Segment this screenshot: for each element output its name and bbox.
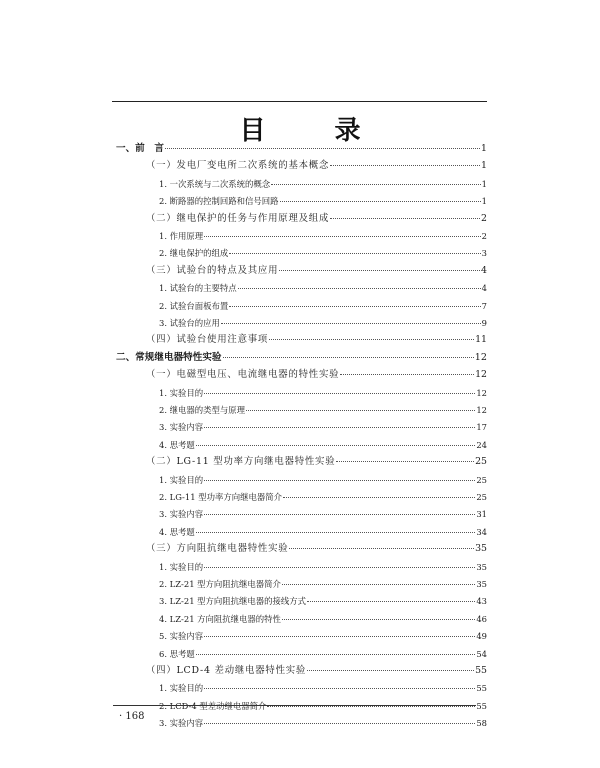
toc-entry[interactable] <box>146 160 487 172</box>
toc-entry[interactable] <box>146 369 487 381</box>
toc-entry-label: 二、常规继电器特性实验 <box>116 351 222 363</box>
toc-entry-page: 17 <box>476 422 487 433</box>
toc-entry-label: 1. 一次系统与二次系统的概念 <box>159 178 271 189</box>
toc-entry-label: （三）试验台的特点及其应用 <box>146 264 279 276</box>
toc-entry[interactable] <box>159 578 487 590</box>
toc-entry-page: 31 <box>476 509 487 520</box>
toc-entry-label: 1. 实验目的 <box>159 387 204 398</box>
toc-entry[interactable] <box>159 491 487 503</box>
toc-dot-leader <box>307 670 474 671</box>
toc-entry-page: 58 <box>476 718 487 729</box>
toc-entry[interactable] <box>159 387 487 399</box>
toc-entry-page: 35 <box>476 579 487 589</box>
toc-dot-leader <box>340 374 474 375</box>
toc-entry-page: 43 <box>476 596 487 607</box>
toc-entry-label: 4. 思考题 <box>159 526 195 537</box>
toc-dot-leader <box>269 339 474 340</box>
toc-entry-page: 34 <box>476 526 487 537</box>
toc-entry-label: 4. LZ-21 方向阻抗继电器的特性 <box>159 613 281 624</box>
toc-entry-label: 1. 试验台的主要特点 <box>159 283 237 294</box>
toc-dot-leader <box>165 148 480 149</box>
toc-entry-label: 3. 试验台的应用 <box>159 318 220 328</box>
toc-entry-page: 4 <box>481 283 487 294</box>
toc-entry[interactable] <box>159 421 487 433</box>
toc-dot-leader <box>279 270 480 271</box>
toc-dot-leader <box>196 532 476 533</box>
toc-entry-label: 1. 作用原理 <box>159 231 204 241</box>
toc-entry-label: 2. 断路器的控制回路和信号回路 <box>159 196 279 207</box>
toc-entry-label: 4. 思考题 <box>159 439 195 450</box>
toc-entry-page: 49 <box>476 631 487 642</box>
toc-entry-label: 3. 实验内容 <box>159 422 204 433</box>
toc-entry-page: 1 <box>480 143 487 154</box>
toc-entry-page: 1 <box>481 160 487 172</box>
toc-dot-leader <box>204 480 475 481</box>
toc-dot-leader <box>204 427 475 428</box>
toc-dot-leader <box>204 723 475 724</box>
toc-dot-leader <box>223 357 474 358</box>
toc-entry-label: 2. LZ-21 型方向阻抗继电器简介 <box>159 579 281 589</box>
toc-entry-label: 1. 实验目的 <box>159 561 204 572</box>
toc-entry-page: 3 <box>481 248 487 259</box>
toc-dot-leader <box>204 567 475 568</box>
toc-dot-leader <box>204 236 481 237</box>
toc-entry-page: 1 <box>481 178 487 189</box>
toc-dot-leader <box>238 288 481 289</box>
toc-dot-leader <box>204 688 475 689</box>
toc-entry-label: （三）方向阻抗继电器特性实验 <box>146 543 289 555</box>
toc-entry-page: 2 <box>481 212 487 224</box>
toc-entry-label: （一）电磁型电压、电流继电器的特性实验 <box>146 369 340 381</box>
toc-entry[interactable] <box>159 404 487 416</box>
toc-entry-page: 35 <box>476 561 487 572</box>
toc-dot-leader <box>229 253 480 254</box>
toc-dot-leader <box>282 619 475 620</box>
toc-entry-label: （四）试验台使用注意事项 <box>146 334 269 346</box>
toc-dot-leader <box>246 410 475 411</box>
toc-dot-leader <box>283 497 475 498</box>
toc-entry[interactable] <box>159 717 487 729</box>
toc-dot-leader <box>330 218 480 219</box>
toc-entry[interactable] <box>159 561 487 573</box>
toc-entry[interactable] <box>159 474 487 486</box>
toc-entry[interactable] <box>159 317 487 329</box>
toc-entry-label: （二）继电保护的任务与作用原理及组成 <box>146 212 330 224</box>
toc-entry[interactable] <box>159 613 487 625</box>
toc-entry[interactable] <box>159 195 487 207</box>
toc-dot-leader <box>271 184 481 185</box>
toc-entry-page: 35 <box>475 543 487 555</box>
toc-entry-label: 2. LG-11 型功率方向继电器简介 <box>159 492 282 502</box>
toc-entry[interactable] <box>146 665 487 677</box>
toc-dot-leader <box>204 393 475 394</box>
toc-entry-page: 12 <box>476 405 487 415</box>
toc-entry-page: 55 <box>475 665 487 676</box>
toc-entry-page: 12 <box>476 387 487 398</box>
toc-entry-page: 11 <box>475 334 487 346</box>
toc-entry[interactable] <box>146 265 487 277</box>
toc-entry[interactable] <box>116 352 487 364</box>
toc-entry[interactable] <box>159 178 487 190</box>
toc-dot-leader <box>282 584 475 585</box>
toc-entry[interactable] <box>146 213 487 225</box>
toc-entry[interactable] <box>159 439 487 451</box>
toc-entry[interactable] <box>159 230 487 242</box>
toc-entry-page: 25 <box>475 456 487 468</box>
toc-entry-page: 9 <box>481 318 487 328</box>
toc-entry[interactable] <box>146 543 487 555</box>
toc-entry-label: 3. 实验内容 <box>159 718 204 729</box>
bottom-rule <box>113 705 476 706</box>
top-rule <box>112 101 487 102</box>
toc-entry-page: 4 <box>481 264 487 276</box>
toc-entry[interactable] <box>159 526 487 538</box>
toc-entry[interactable] <box>159 508 487 520</box>
toc-entry-label: （四）LCD-4 差动继电器特性实验 <box>146 665 307 676</box>
toc-entry-page: 46 <box>476 613 487 624</box>
toc-dot-leader <box>196 445 476 446</box>
toc-entry[interactable] <box>159 595 487 607</box>
toc-entry[interactable] <box>159 648 487 660</box>
toc-dot-leader <box>330 165 480 166</box>
toc-entry[interactable] <box>146 334 487 346</box>
toc-entry-label: （一）发电厂变电所二次系统的基本概念 <box>146 160 330 172</box>
toc-entry-page: 2 <box>481 231 487 241</box>
toc-dot-leader <box>229 306 480 307</box>
toc-dot-leader <box>280 201 481 202</box>
toc-entry-page: 25 <box>476 492 487 502</box>
toc-entry-page: 55 <box>476 700 487 711</box>
toc-entry-label: 5. 实验内容 <box>159 631 204 642</box>
toc-entry-label: 2. 继电保护的组成 <box>159 248 229 259</box>
toc-entry-label: 2. 继电器的类型与原理 <box>159 405 246 415</box>
toc-dot-leader <box>289 548 474 549</box>
page-number: · 168 <box>119 711 145 722</box>
toc-entry[interactable] <box>159 300 487 312</box>
toc-entry-label: 1. 实验目的 <box>159 474 204 485</box>
toc-entry-page: 25 <box>476 474 487 485</box>
toc-dot-leader <box>221 323 481 324</box>
toc-entry-label: 2. LCD-4 型差动继电器简介 <box>159 700 267 711</box>
toc-entry[interactable] <box>146 456 487 468</box>
toc-dot-leader <box>336 461 474 462</box>
toc-entry-label: （二）LG-11 型功率方向继电器特性实验 <box>146 456 336 468</box>
toc-dot-leader <box>204 636 475 637</box>
page-title: 目 录 <box>239 116 391 146</box>
toc-entry-page: 12 <box>474 351 487 363</box>
toc-dot-leader <box>196 654 476 655</box>
toc-entry[interactable] <box>159 282 487 294</box>
toc-entry[interactable] <box>116 143 487 155</box>
toc-entry-page: 12 <box>475 369 487 381</box>
toc-entry-label: 2. 试验台面板布置 <box>159 300 229 311</box>
toc-entry-label: 一、前 言 <box>116 143 164 154</box>
toc-entry[interactable] <box>159 682 487 694</box>
toc-entry-page: 7 <box>481 300 487 311</box>
toc-entry[interactable] <box>159 630 487 642</box>
toc-entry-page: 1 <box>481 196 487 207</box>
toc-entry-page: 55 <box>476 683 487 694</box>
toc-dot-leader <box>204 514 475 515</box>
toc-entry-label: 6. 思考题 <box>159 648 195 659</box>
toc-entry[interactable] <box>159 247 487 259</box>
toc-entry-label: 1. 实验目的 <box>159 683 204 694</box>
toc-dot-leader <box>307 601 475 602</box>
toc-entry-page: 24 <box>476 439 487 450</box>
toc-entry-label: 3. LZ-21 型方向阻抗继电器的接线方式 <box>159 596 307 607</box>
toc-entry-page: 54 <box>476 648 487 659</box>
toc-entry-label: 3. 实验内容 <box>159 509 204 520</box>
